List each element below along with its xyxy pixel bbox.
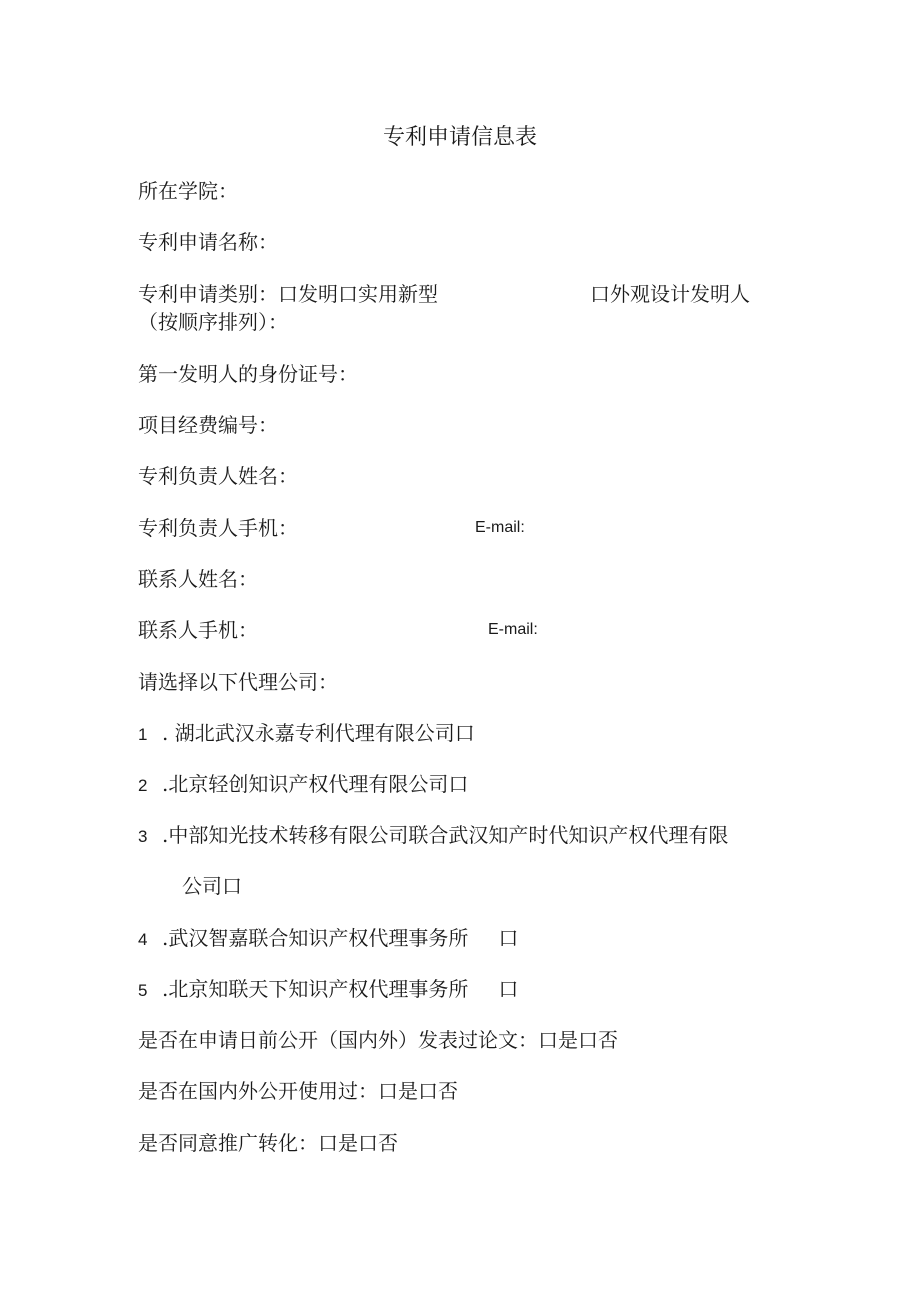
owner-name-field: 专利负责人姓名： — [138, 464, 298, 488]
category-field — [138, 281, 438, 307]
agency-item-number: 5 — [138, 981, 148, 1000]
owner-email-field: E-mail: — [475, 519, 525, 536]
college-field: 所在学院： — [138, 179, 238, 203]
agency-item-1[interactable] — [138, 720, 475, 748]
question-used-publicly[interactable]: 是否在国内外公开使用过：口是口否 — [138, 1079, 458, 1103]
first-inventor-id-field: 第一发明人的身份证号： — [138, 362, 358, 386]
agency-item-2[interactable] — [138, 771, 468, 799]
question-published[interactable]: 是否在申请日前公开（国内外）发表过论文：口是口否 — [138, 1028, 618, 1052]
contact-email-field: E-mail: — [488, 621, 538, 638]
project-fund-field: 项目经费编号： — [138, 413, 278, 437]
agency-item-number: 2 — [138, 776, 148, 795]
agency-item-4[interactable] — [138, 925, 518, 953]
category-options[interactable]: 口发明口实用新型 — [278, 282, 438, 306]
patent-name-field: 专利申请名称： — [138, 230, 278, 254]
agency-prompt: 请选择以下代理公司： — [138, 670, 338, 694]
agency-item-3-continued: 公司口 — [182, 874, 242, 898]
category-option-design[interactable]: 口外观设计发明人 — [590, 282, 750, 306]
agency-item-number: 4 — [138, 930, 148, 949]
contact-name-field: 联系人姓名： — [138, 567, 258, 591]
agency-item-number: 1 — [138, 725, 148, 744]
agency-checkbox[interactable]: 口 — [498, 977, 519, 1001]
agency-checkbox[interactable]: 口 — [498, 926, 519, 950]
owner-phone-field: 专利负责人手机： — [138, 516, 298, 540]
agency-item-label: .中部知光技术转移有限公司联合武汉知产时代知识产权代理有限 — [162, 823, 729, 847]
category-label: 专利申请类别： — [138, 282, 278, 306]
agency-item-label: . 湖北武汉永嘉专利代理有限公司口 — [162, 721, 475, 745]
agency-item-label: .武汉智嘉联合知识产权代理事务所 — [162, 926, 469, 950]
agency-item-number: 3 — [138, 827, 148, 846]
contact-phone-field: 联系人手机： — [138, 618, 258, 642]
agency-item-label: .北京知联天下知识产权代理事务所 — [162, 977, 469, 1001]
agency-item-3[interactable] — [138, 822, 728, 850]
question-promotion[interactable]: 是否同意推广转化：口是口否 — [138, 1131, 398, 1155]
agency-item-label: .北京轻创知识产权代理有限公司口 — [162, 772, 469, 796]
agency-item-5[interactable] — [138, 976, 518, 1004]
page-title: 专利申请信息表 — [382, 125, 537, 150]
inventor-order-field: （按顺序排列）： — [138, 310, 288, 334]
